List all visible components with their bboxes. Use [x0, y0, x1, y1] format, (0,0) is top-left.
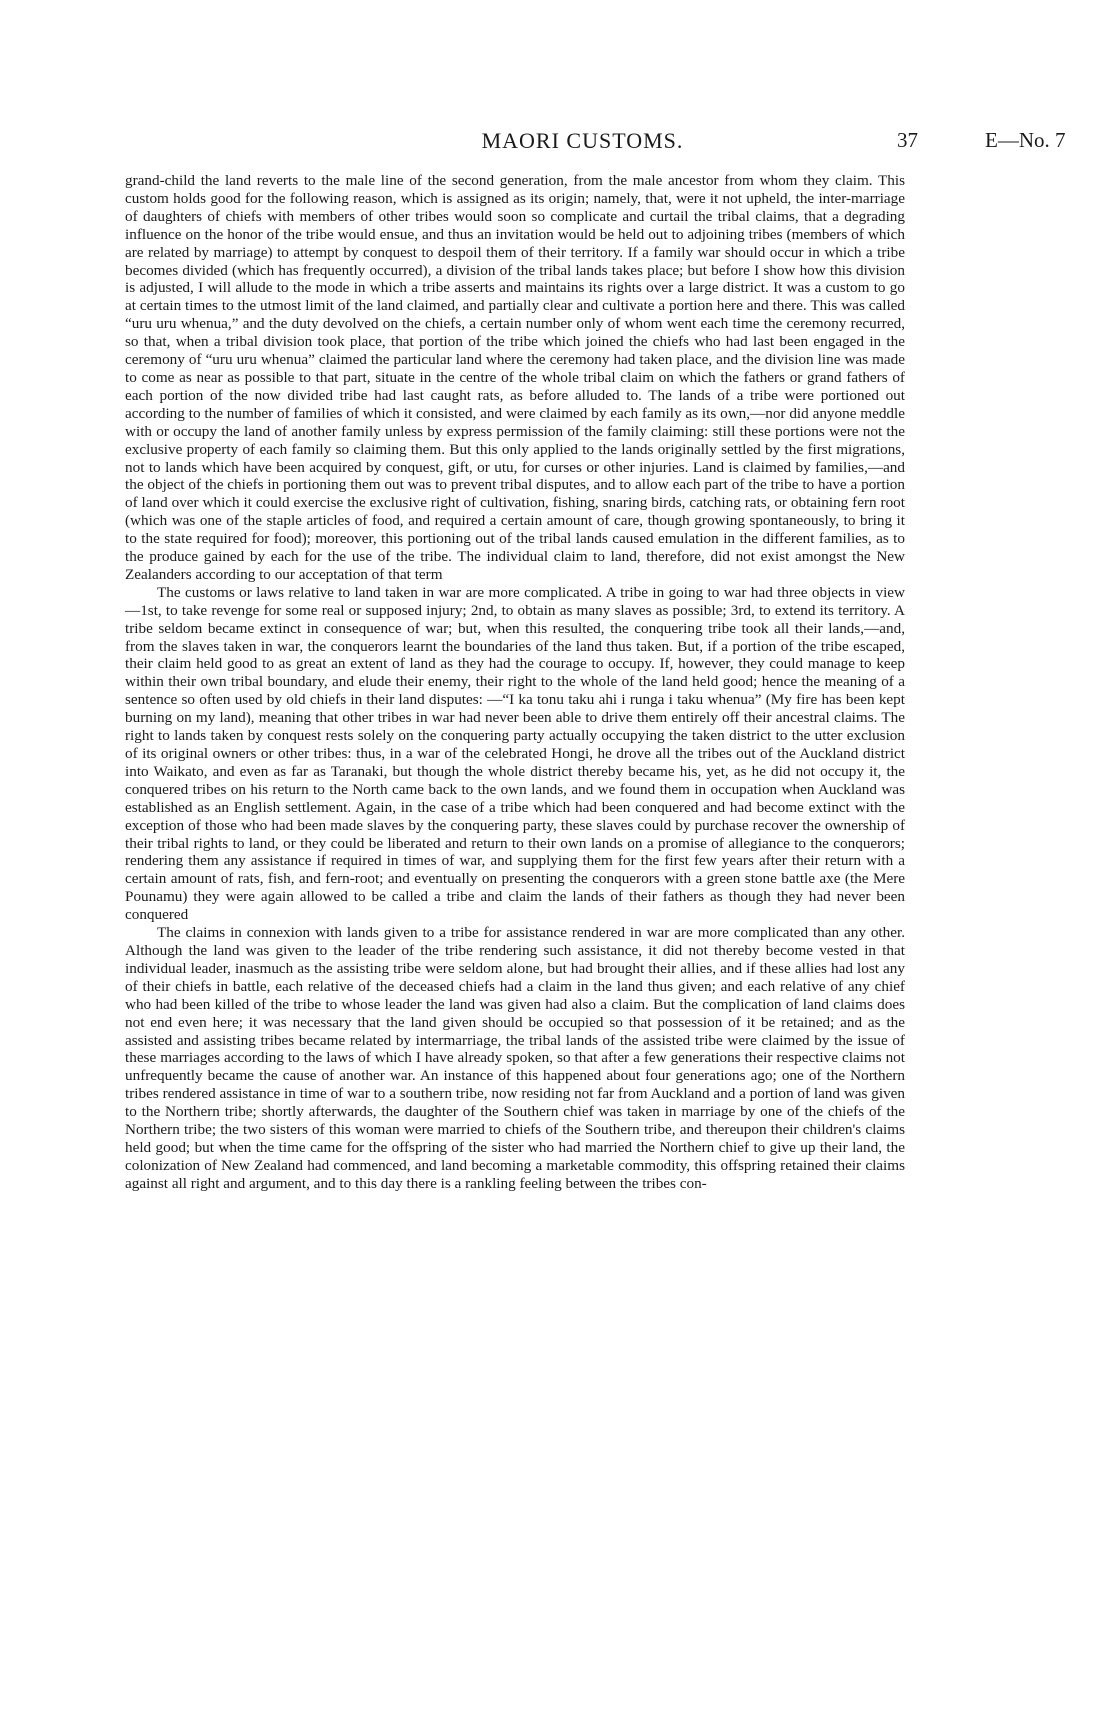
page-number: 37: [897, 128, 918, 152]
paragraph-land-given-for-assistance: The claims in connexion with lands given to a tribe for assistance rendered in war are more complicated than any other. Although the land was given to the leader of the tribe rendering such assistance, it did not thereby become vested in that individual leader, inasmuch as the assisting tribe were seldom alone, but had brought their allies, and if these allies had lost any of their chiefs in battle, each relative of the deceased chiefs had a claim in the land thus given; and each relative of any chief who had been killed of the tribe to whose leader the land was given had also a claim. But the complication of land claims does not end even here; it was necessary that the land given should be occupied so that possession of it be retained; and as the assisted and assisting tribes became related by intermarriage, the tribal lands of the assisted tribe were claimed by the issue of these marriages according to the laws of which I have already spoken, so that after a few generations their respective claims not unfrequently became the cause of another war. An instance of this happened about four generations ago; one of the Northern tribes rendered assistance in time of war to a southern tribe, now residing not far from Auckland and a portion of land was given to the Northern tribe; shortly afterwards, the daughter of the Southern chief was taken in marriage by one of the chiefs of the Northern tribe; the two sisters of this woman were married to chiefs of the Southern tribe, and thereupon their children's claims held good; but when the time came for the offspring of the sister who had married the Northern chief to give up their land, the colonization of New Zealand had commenced, and land becoming a marketable commodity, this offspring retained their claims against all right and argument, and to this day there is a rankling feeling between the tribes con-: [125, 924, 905, 1192]
page-header: [125, 128, 1066, 162]
body-text: [125, 172, 905, 1193]
paragraph-land-taken-in-war: The customs or laws relative to land taken in war are more complicated. A tribe in going to war had three objects in view—1st, to take revenge for some real or supposed injury; 2nd, to obtain as many slaves as possible; 3rd, to extend its territory. A tribe seldom became extinct in consequence of war; but, when this resulted, the conquering tribe took all their lands,—and, from the slaves taken in war, the conquerors learnt the boundaries of the land thus taken. But, if a portion of the tribe escaped, their claim held good to as great an extent of land as they had the courage to occupy. If, however, they could manage to keep within their own tribal boundary, and elude their enemy, their right to the whole of the land held good; hence the meaning of a sentence so often used by old chiefs in their land disputes: —“I ka tonu taku ahi i runga i taku whenua” (My fire has been kept burning on my land), meaning that other tribes in war had never been able to drive them entirely off their ancestral claims. The right to lands taken by conquest rests solely on the conquering party actually occupying the taken district to the utter exclusion of its original owners or other tribes: thus, in a war of the celebrated Hongi, he drove all the tribes out of the Auckland district into Waikato, and even as far as Taranaki, but though the whole district thereby became his, yet, as he did not occupy it, the conquered tribes on his return to the North came back to the own lands, and we found them in occupation when Auckland was established as an English settlement. Again, in the case of a tribe which had been conquered and had become extinct with the exception of those who had been made slaves by the conquering party, these slaves could by purchase recover the ownership of their tribal rights to land, or they could be liberated and return to their own lands on a promise of allegiance to the conquerors; rendering them any assistance if required in times of war, and supplying them for the first few years after their return with a certain amount of rats, fish, and fern-root; and eventually on presenting the conquerors with a green stone battle axe (the Mere Pounamu) they were again allowed to be called a tribe and claim the lands of their fathers as though they had never been conquered: [125, 583, 905, 924]
running-title: MAORI CUSTOMS.: [481, 128, 684, 153]
document-reference: E—No. 7: [985, 128, 1066, 152]
paragraph-land-inheritance: grand-child the land reverts to the male line of the second generation, from the male ancestor from whom they claim. This custom holds good for the following reason, which is assigned as its origin; namely, that, were it not upheld, the inter-marriage of daughters of chiefs with members of other tribes would soon so complicate and curtail the tribal claims, that a degrading influence on the honor of the tribe would ensue, and thus an invitation would be held out to adjoining tribes (members of which are related by marriage) to attempt by conquest to despoil them of their territory. If a family war should occur in which a tribe becomes divided (which has frequently occurred), a division of the tribal lands takes place; but before I show how this division is adjusted, I will allude to the mode in which a tribe asserts and maintains its rights over a large district. It was a custom to go at certain times to the utmost limit of the land claimed, and partially clear and cultivate a portion here and there. This was called “uru uru whenua,” and the duty devolved on the chiefs, a certain number only of whom went each time the ceremony recurred, so that, when a tribal division took place, that portion of the tribe which joined the chiefs who had last been engaged in the ceremony of “uru uru whenua” claimed the particular land where the ceremony had taken place, and the division line was made to come as near as possible to that part, situate in the centre of the whole tribal claim on which the fathers or grand fathers of each portion of the now divided tribe had last caught rats, as before alluded to. The lands of a tribe were portioned out according to the number of families of which it consisted, and were claimed by each family as its own,—nor did anyone meddle with or occupy the land of another family unless by express permission of the family claiming: still these portions were not the exclusive property of each family so claiming them. But this only applied to the lands originally settled by the first migrations, not to lands which have been acquired by conquest, gift, or utu, for curses or other injuries. Land is claimed by families,—and the object of the chiefs in portioning them out was to prevent tribal disputes, and to allow each part of the tribe to have a portion of land over which it could exercise the exclusive right of cultivation, fishing, snaring birds, catching rats, or obtaining fern root (which was one of the staple articles of food, and required a certain amount of care, though growing spontaneously, to bring it to the state required for food); moreover, this portioning out of the tribal lands caused emulation in the different families, as to the produce gained by each for the use of the tribe. The individual claim to land, therefore, did not exist amongst the New Zealanders according to our acceptation of that term: [125, 172, 905, 583]
